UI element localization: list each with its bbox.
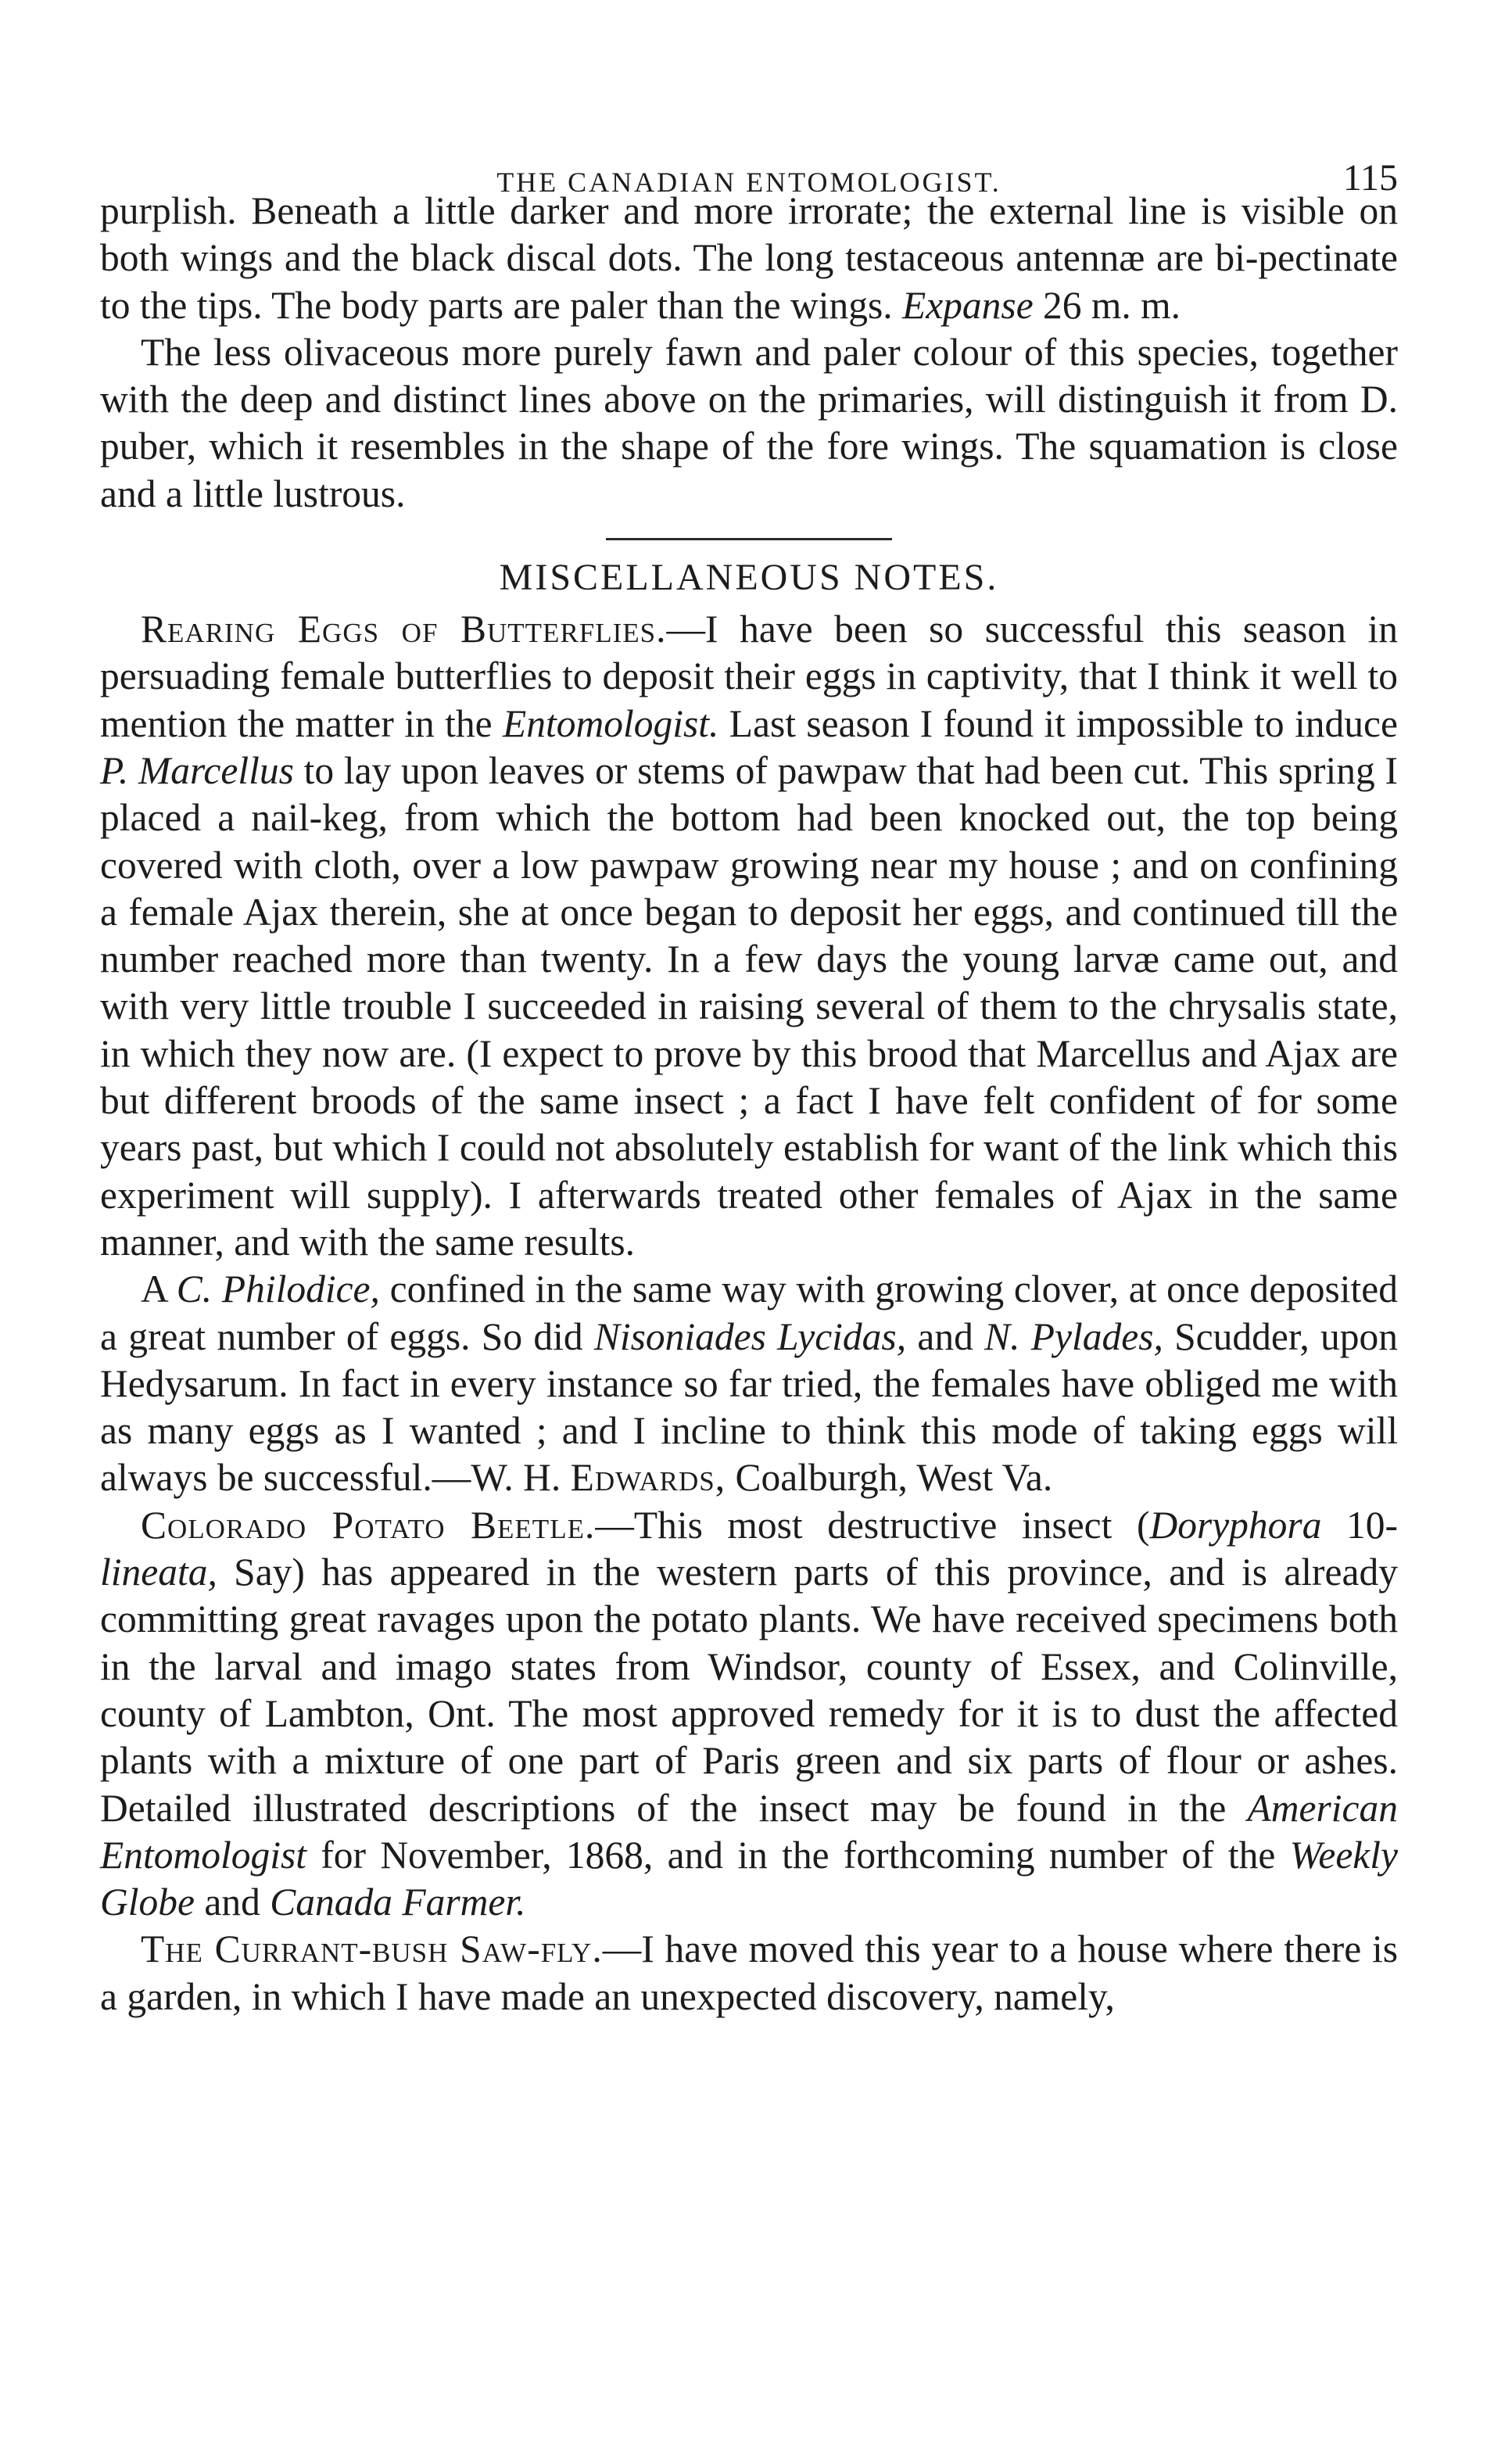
note-text: and: [906, 1314, 985, 1358]
page-header: [100, 117, 1398, 199]
section-heading: MISCELLANEOUS NOTES.: [499, 557, 999, 599]
page-number: 115: [1342, 157, 1398, 199]
note-text: Coalburgh, West Va.: [726, 1456, 1053, 1500]
author-name: Edwards,: [570, 1456, 726, 1500]
note-title-saw-fly: The Currant-bush Saw-fly.: [141, 1927, 603, 1971]
italic-text: P. Marcellus: [100, 748, 294, 792]
italic-text: Nisoniades Lycidas,: [593, 1314, 907, 1358]
italic-text: Canada Farmer.: [270, 1881, 526, 1924]
italic-text: lineata,: [100, 1551, 217, 1594]
intro-paragraph-1: [100, 188, 1398, 329]
note-title-potato-beetle: Colorado Potato Beetle.: [141, 1503, 596, 1547]
note-text: A: [141, 1267, 177, 1311]
note-text: —This most destructive insect (: [595, 1503, 1150, 1547]
intro-paragraph-2: The less olivaceous more purely fawn and paler colour of this species, together with the deep and distinct lines above on the primaries, will distinguish it from D. puber, which it resembles in the shape of the fore wings. The squamation is close and a little lustrous.: [100, 330, 1398, 515]
expanse-label: Expanse: [901, 283, 1034, 327]
section-divider: [606, 538, 892, 540]
intro-text-b: 26 m. m.: [1033, 283, 1181, 327]
note-rearing-eggs: [100, 606, 1398, 1266]
italic-text: American Entomologist: [100, 1786, 1398, 1877]
italic-text: Weekly Globe: [100, 1833, 1398, 1924]
note-colorado-potato-beetle: [100, 1502, 1398, 1927]
page: [100, 117, 1398, 2020]
note-text: Say) has appeared in the western parts of this province, and is already committing great ravages upon the potato plants. We have received specimens both in the larval and imago states from Windsor, county of Essex, and Colinville, county of Lambton, Ont. The most approved remedy for it is to dust the affected plants with a mixture of one part of Paris green and six parts of flour or ashes. Detailed illustrated descriptions of the insect may be found in the: [100, 1551, 1398, 1830]
intro-text-a: purplish. Beneath a little darker and more irrorate; the external line is visible on both wings and the black discal dots. The long testaceous antennæ are bi-pectinate to the tips. The body parts are paler than the wings.: [100, 189, 1398, 327]
italic-text: N. Pylades,: [984, 1314, 1163, 1358]
note-text: and: [194, 1881, 271, 1924]
running-head: THE CANADIAN ENTOMOLOGIST.: [496, 167, 1001, 198]
note-text: 10-: [1321, 1503, 1398, 1547]
note-text: to lay upon leaves or stems of pawpaw that had been cut. This spring I placed a nail-keg, from which the bottom had been knocked out, the top being covered with cloth, over a low pawpaw growing near my house ; and on confining a female Ajax therein, she at once began to deposit her eggs, and continued till the number reached more than twenty. In a few days the young larvæ came out, and with very little trouble I succeeded in raising several of them to the chrysalis state, in which they now are. (I expect to prove by this brood that Marcellus and Ajax are but different broods of the same insect ; a fact I have felt confident of for some years past, but which I could not absolutely establish for want of the link which this experiment will supply). I afterwards treated other females of Ajax in the same manner, and with the same results.: [100, 748, 1398, 1264]
note-text: —I have been so successful this season in persuading female butterflies to deposit their eggs in captivity, that I think it well to mention the matter in the: [100, 608, 1399, 745]
note-title-rearing-eggs: Rearing Eggs of Butterflies.: [141, 608, 667, 651]
italic-text: C. Philodice,: [176, 1267, 380, 1311]
note-text: Last season I found it impossible to induce: [718, 701, 1398, 745]
note-philodice: [100, 1266, 1398, 1501]
note-text: —I have moved this year to a house where there is a garden, in which I have made an unexpected discovery, namely,: [100, 1927, 1398, 2018]
italic-text: Entomologist.: [502, 701, 719, 745]
italic-text: Doryphora: [1149, 1503, 1322, 1547]
note-text: for November, 1868, and in the forthcoming number of the: [306, 1833, 1290, 1877]
note-text: Scudder, upon Hedysarum. In fact in every instance so far tried, the females have obliged me with as many eggs as I wanted ; and I incline to think this mode of taking eggs will always be successful.—W. H.: [100, 1314, 1398, 1500]
note-text: confined in the same way with growing clover, at once deposited a great number of eggs. So did: [100, 1267, 1398, 1358]
note-currant-bush-saw-fly: [100, 1926, 1398, 2020]
